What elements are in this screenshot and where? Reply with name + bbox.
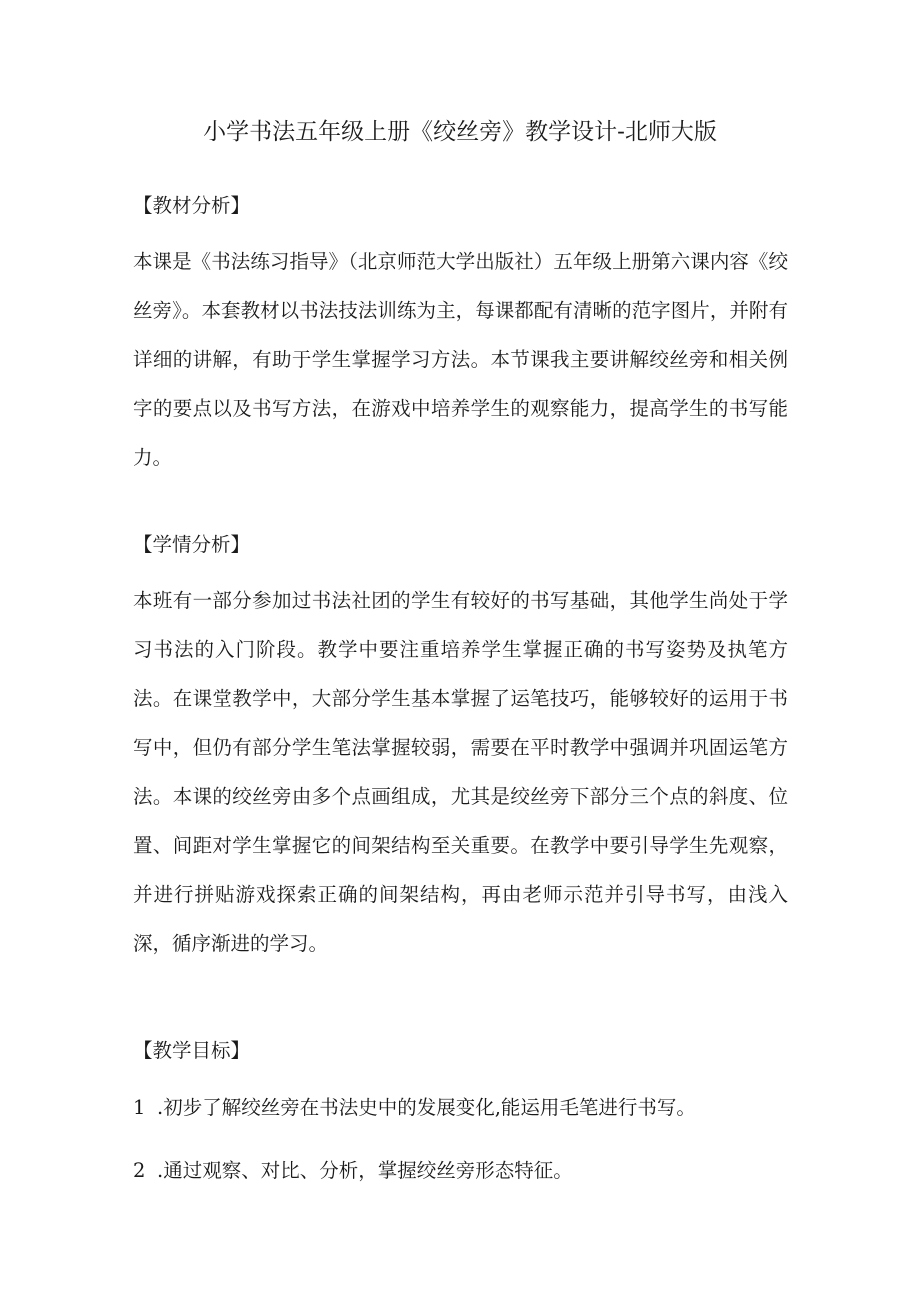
- section-paragraph-student-analysis: 本班有一部分参加过书法社团的学生有较好的书写基础，其他学生尚处于学习书法的入门阶段。教学中要注重培养学生掌握正确的书写姿势及执笔方法。在课堂教学中，大部分学生基本掌握了运笔技巧，能够较好的运用于书写中，但仍有部分学生笔法掌握较弱，需要在平时教学中强调并巩固运笔方法。本课的绞丝旁由多个点画组成，尤其是绞丝旁下部分三个点的斜度、位置、间距对学生掌握它的间架结构至关重要。在教学中要引导学生先观察，并进行拼贴游戏探索正确的间架结构，再由老师示范并引导书写，由浅入深，循序渐进的学习。: [133, 589, 788, 955]
- goal-item: [133, 1093, 696, 1123]
- goal-item-text: .通过观察、对比、分析，掌握绞丝旁形态特征。: [157, 1159, 573, 1182]
- goal-item-number: 1: [133, 1096, 146, 1119]
- section-heading-student-analysis: 【学情分析】: [133, 533, 251, 556]
- goal-item: [133, 1156, 573, 1186]
- section-heading-textbook-analysis: 【教材分析】: [133, 194, 251, 217]
- goal-item-number: 2: [133, 1159, 146, 1182]
- section-heading-teaching-goals: 【教学目标】: [133, 1039, 251, 1062]
- section-paragraph-textbook-analysis: 本课是《书法练习指导》（北京师范大学出版社）五年级上册第六课内容《绞丝旁》。本套教材以书法技法训练为主，每课都配有清晰的范字图片，并附有详细的讲解，有助于学生掌握学习方法。本节课我主要讲解绞丝旁和相关例字的要点以及书写方法，在游戏中培养学生的观察能力，提高学生的书写能力。: [133, 250, 788, 469]
- goal-item-text: .初步了解绞丝旁在书法史中的发展变化,能运用毛笔进行书写。: [157, 1096, 696, 1119]
- document-title: 小学书法五年级上册《绞丝旁》教学设计-北师大版: [203, 119, 717, 145]
